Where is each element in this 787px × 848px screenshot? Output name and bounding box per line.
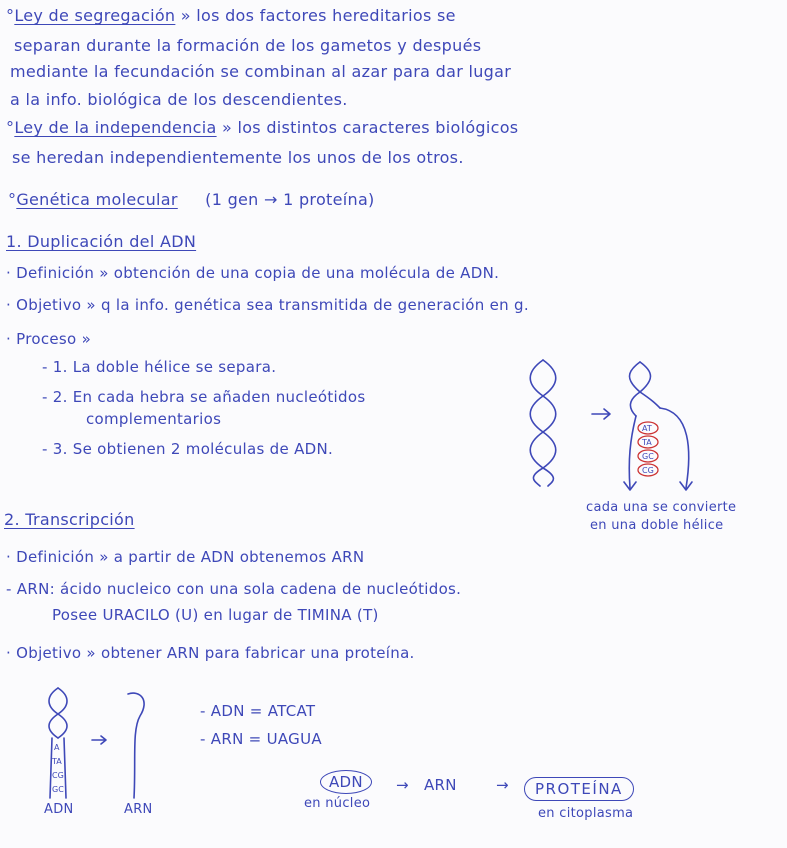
- arrow-icon: [92, 736, 106, 744]
- dna-base-label: A: [54, 743, 60, 752]
- genetica-note: (1 gen → 1 proteína): [205, 190, 375, 209]
- segregacion-line2: separan durante la formación de los gametos y después: [14, 36, 482, 55]
- duplicacion-proceso: · Proceso »: [6, 330, 92, 348]
- flow-arrow1: →: [396, 776, 409, 794]
- duplicacion-heading: 1. Duplicación del ADN: [6, 232, 197, 251]
- duplicacion-definicion: · Definición » obtención de una copia de una molécula de ADN.: [6, 264, 500, 282]
- flow-arn: ARN: [424, 776, 457, 794]
- segregacion-line4: a la info. biológica de los descendientes.: [10, 90, 348, 109]
- transcripcion-label-adn: ADN: [44, 802, 74, 817]
- dna-base-label: CG: [52, 771, 64, 780]
- segregacion-title: Ley de segregación: [14, 6, 176, 25]
- segregacion-line3: mediante la fecundación se combinan al azar para dar lugar: [10, 62, 512, 81]
- duplicacion-caption1: cada una se convierte: [586, 500, 737, 515]
- base-pair-label: GC: [642, 452, 654, 461]
- independencia-line2: se heredan independientemente los unos de los otros.: [12, 148, 464, 167]
- flow-adn: ADN: [320, 770, 372, 794]
- duplicacion-step2b: complementarios: [86, 410, 222, 428]
- duplicacion-step3: - 3. Se obtienen 2 moléculas de ADN.: [42, 440, 334, 458]
- segregacion-line1: » los dos factores hereditarios se: [180, 6, 456, 25]
- rna-strand-icon: [128, 693, 144, 798]
- dna-base-label: TA: [52, 757, 62, 766]
- base-pairs: [638, 422, 658, 476]
- transcripcion-arn-line1: - ARN: ácido nucleico con una sola cadena de nucleótidos.: [6, 580, 462, 598]
- bullet: °: [6, 6, 15, 25]
- transcripcion-arn-line2: Posee URACILO (U) en lugar de TIMINA (T): [52, 606, 379, 624]
- dna-transcription-icon: [49, 688, 67, 798]
- dna-base-label: GC: [52, 785, 64, 794]
- flow-proteina-note: en citoplasma: [538, 806, 634, 821]
- transcripcion-objetivo: · Objetivo » obtener ARN para fabricar una proteína.: [6, 644, 415, 662]
- duplicacion-caption2: en una doble hélice: [590, 518, 724, 533]
- flow-proteina: PROTEÍNA: [524, 777, 634, 801]
- bullet: °: [8, 190, 17, 209]
- base-pair-label: TA: [642, 438, 652, 447]
- transcripcion-heading: 2. Transcripción: [4, 510, 135, 529]
- independencia-line1: » los distintos caracteres biológicos: [221, 118, 519, 137]
- transcripcion-definicion: · Definición » a partir de ADN obtenemos ARN: [6, 548, 365, 566]
- genetica-title: Genética molecular: [16, 190, 178, 209]
- duplicacion-objetivo: · Objetivo » q la info. genética sea transmitida de generación en g.: [6, 296, 529, 314]
- duplicacion-step2a: - 2. En cada hebra se añaden nucleótidos: [42, 388, 366, 406]
- base-pair-label: CG: [642, 466, 654, 475]
- transcripcion-label-arn: ARN: [124, 802, 153, 817]
- dna-helix-icon: [530, 360, 556, 486]
- flow-adn-note: en núcleo: [304, 796, 371, 811]
- transcripcion-arn-seq: - ARN = UAGUA: [200, 730, 322, 748]
- base-pair-label: AT: [642, 424, 652, 433]
- arrow-icon: [592, 409, 610, 419]
- flow-arrow2: →: [496, 776, 509, 794]
- duplicacion-step1: - 1. La doble hélice se separa.: [42, 358, 277, 376]
- independencia-title: Ley de la independencia: [14, 118, 217, 137]
- transcripcion-adn-seq: - ADN = ATCAT: [200, 702, 316, 720]
- bullet: °: [6, 118, 15, 137]
